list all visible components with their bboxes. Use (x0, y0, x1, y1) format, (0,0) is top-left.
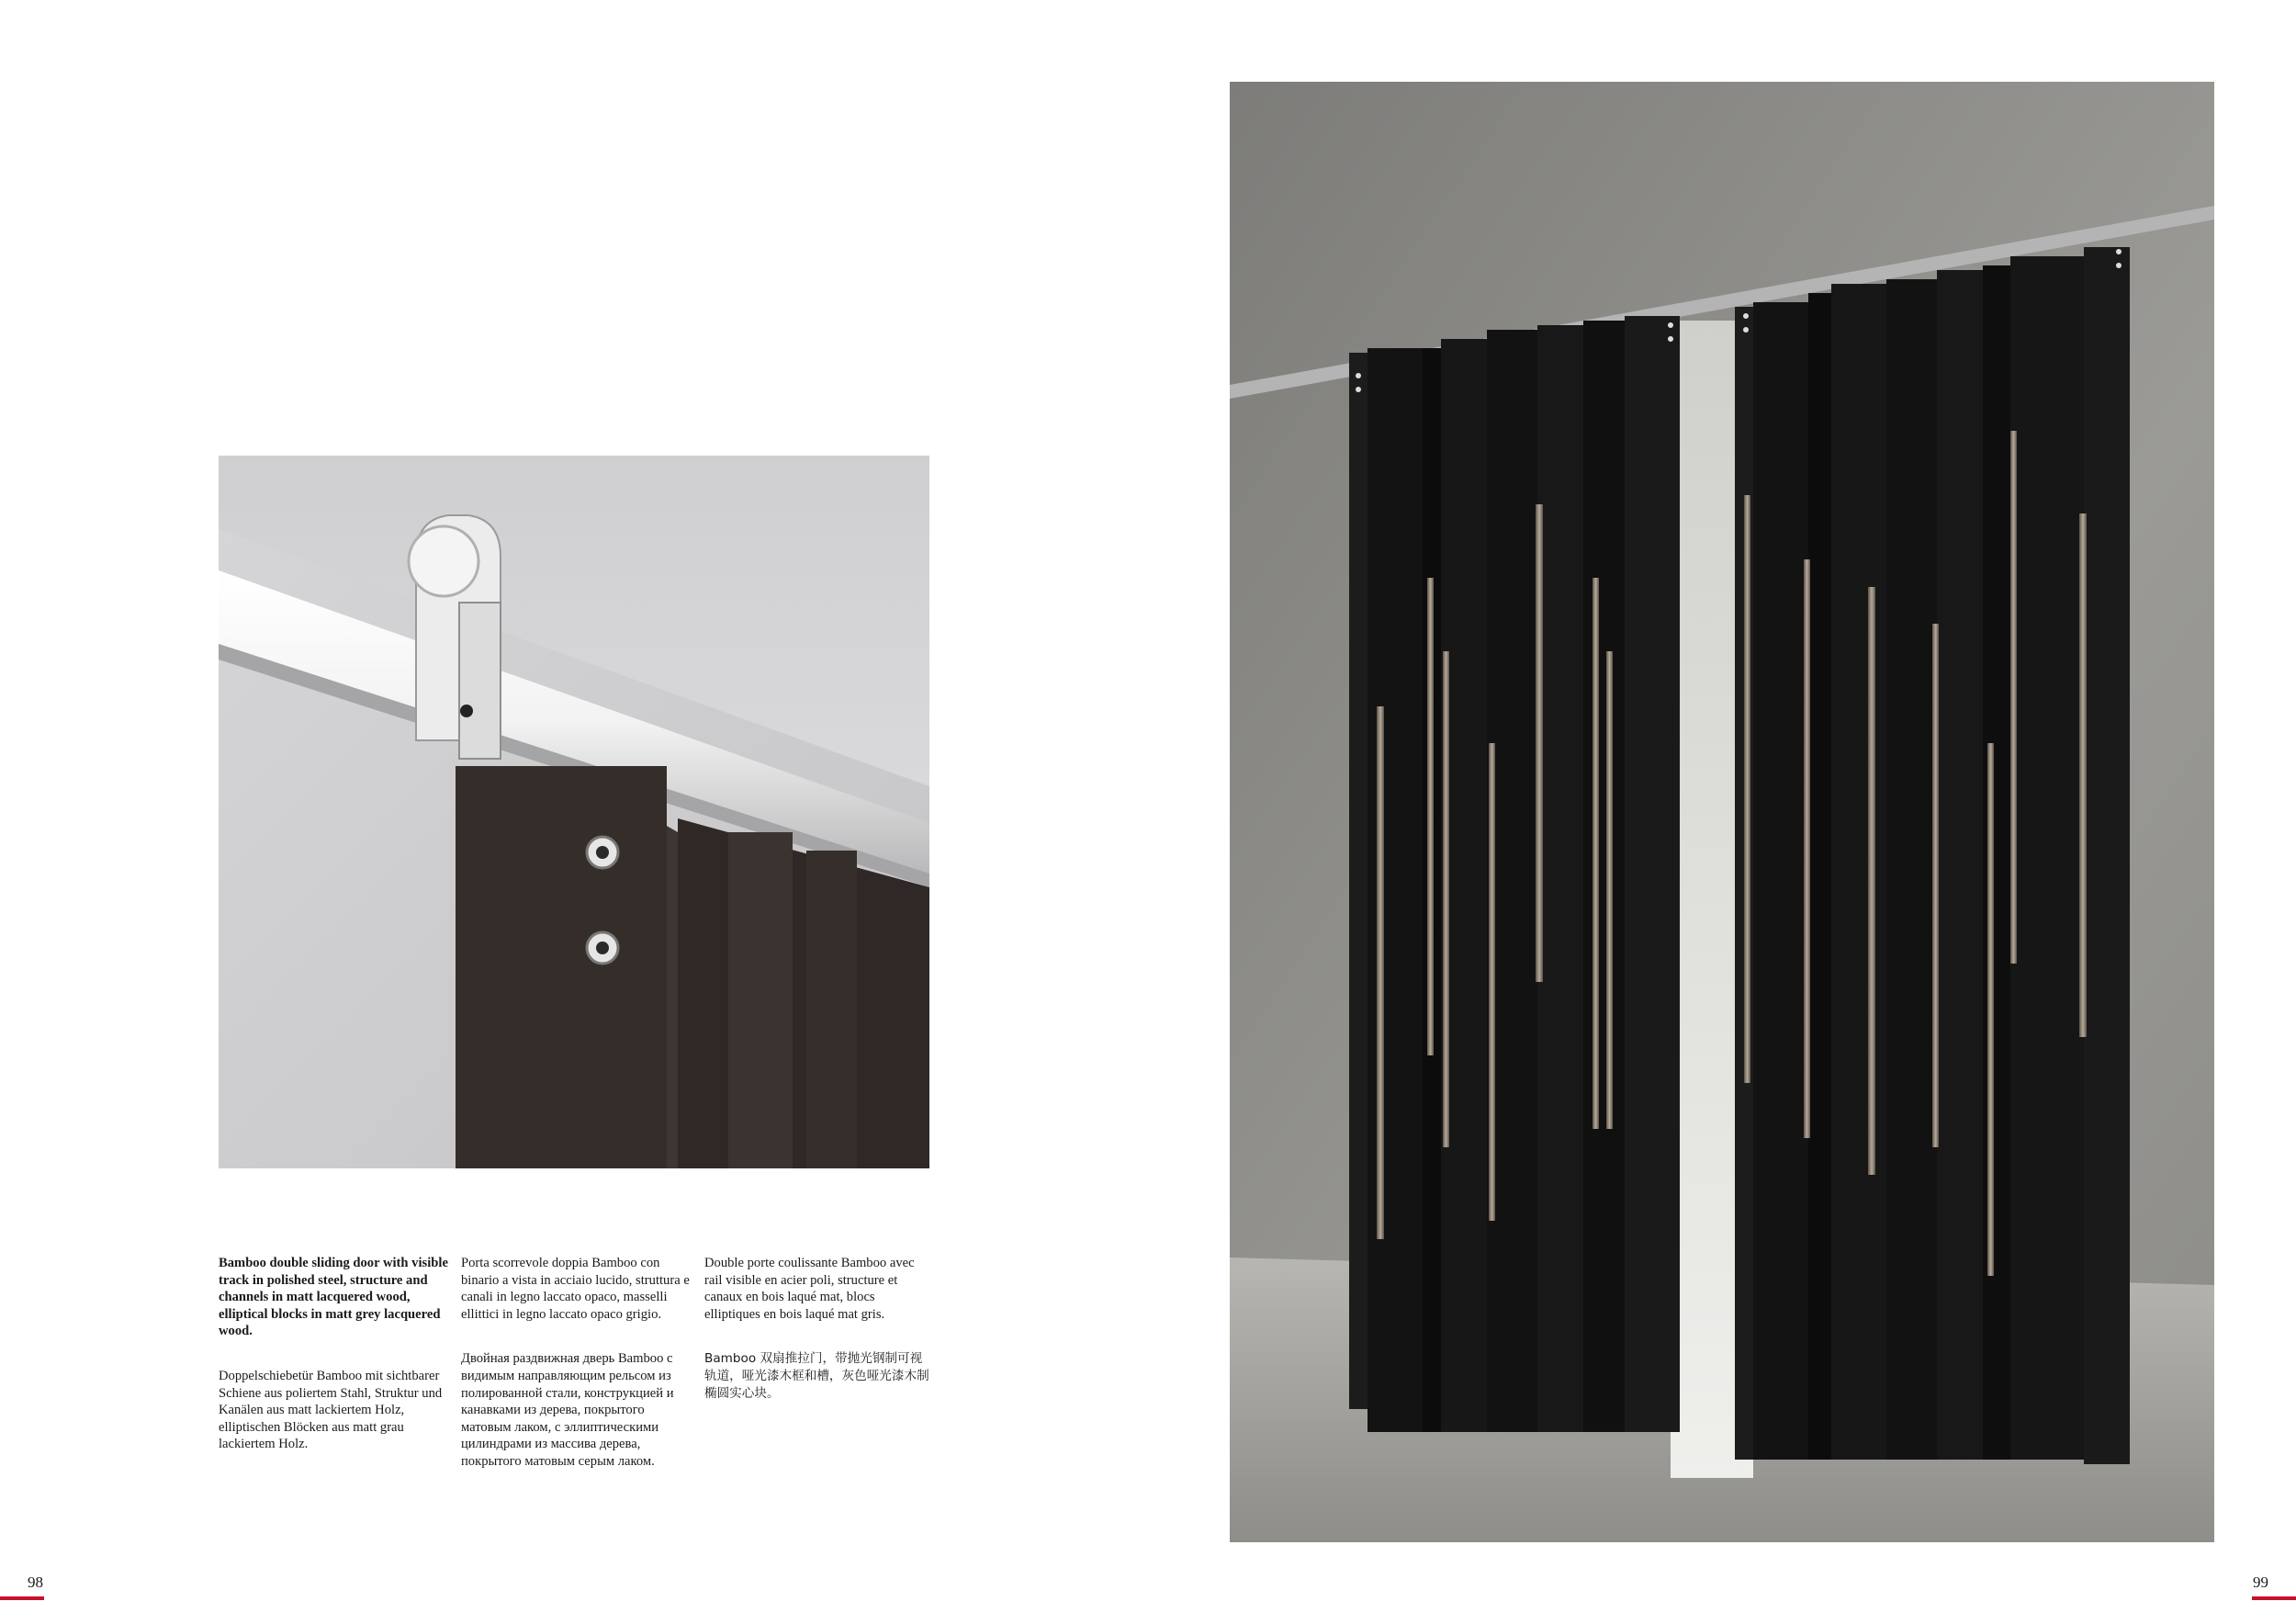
caption-italian: Porta scorrevole doppia Bamboo con binario a vista in acciaio lucido, struttura e canali in legno laccato opaco, masselli ellittici in legno laccato opaco grigio. (461, 1256, 690, 1322)
page-number-right: 99 (2253, 1573, 2268, 1591)
caption-chinese: Bamboo 双扇推拉门，带抛光钢制可视轨道，哑光漆木框和槽，灰色哑光漆木制椭圆实心块。 (704, 1351, 929, 1401)
page-rule-left (0, 1596, 44, 1600)
caption-column-1 (219, 1255, 459, 1481)
right-door (1735, 247, 2130, 1464)
page-number-left: 98 (28, 1573, 43, 1591)
sliding-door-image (1230, 82, 2214, 1542)
caption-english: Bamboo double sliding door with visible track in polished steel, structure and channels in matt lacquered wood, elliptical blocks in matt grey lacquered wood. (219, 1256, 448, 1339)
caption-german: Doppelschiebetür Bamboo mit sichtbarer Schiene aus poliertem Stahl, Struktur und Kanälen aus matt lackiertem Holz, elliptischen Blöcken aus matt grau lackiertem Holz. (219, 1368, 443, 1452)
caption-russian: Двойная раздвижная дверь Bamboo с видимым направляющим рельсом из полированной стали, конструкцией и канавками из дерева, покрытого матовым лаком, с эллиптическими цилиндрами из массива дерева, покрытого матовым серым лаком. (461, 1351, 674, 1469)
caption-french: Double porte coulissante Bamboo avec rail visible en acier poli, structure et canaux en bois laqué mat, blocs elliptiques en bois laqué mat gris. (704, 1256, 915, 1322)
page-rule-right (2252, 1596, 2296, 1600)
detail-photo (219, 456, 929, 1168)
track-detail-image (219, 456, 929, 1168)
caption-column-2 (461, 1255, 694, 1498)
caption-column-3 (704, 1255, 934, 1429)
left-door (1349, 316, 1680, 1432)
main-photo (1230, 82, 2214, 1542)
